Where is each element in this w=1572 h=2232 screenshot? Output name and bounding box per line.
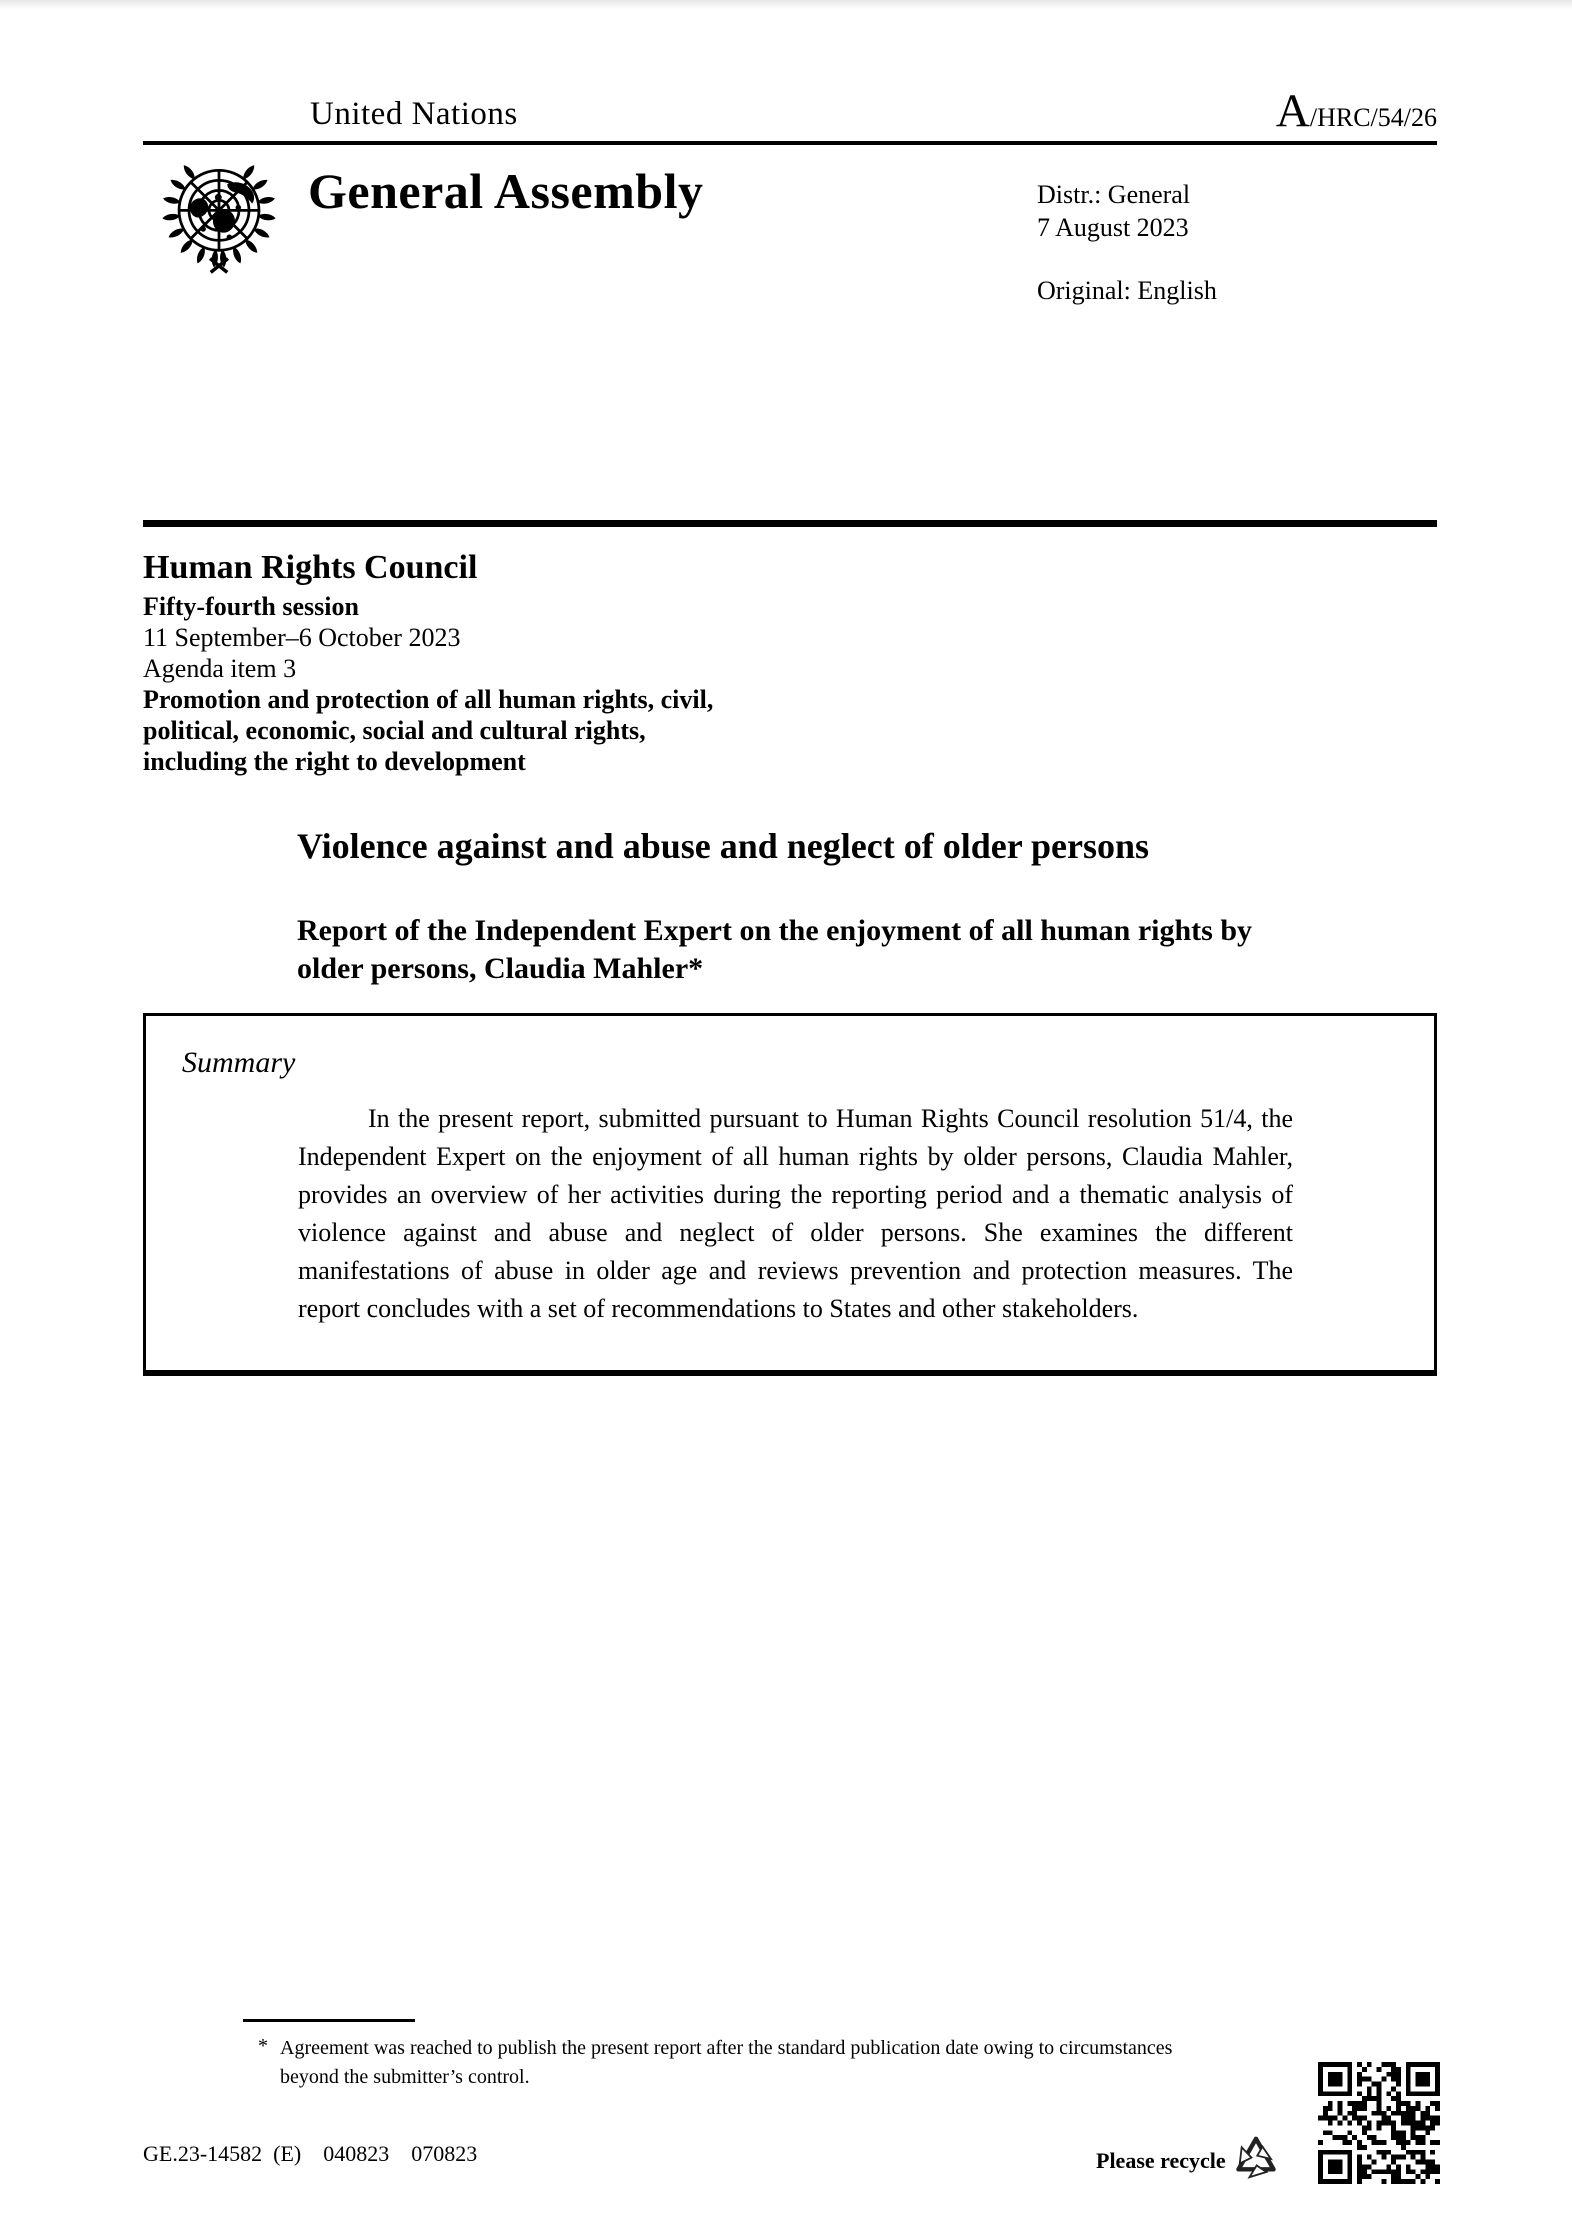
footnote-marker: * (258, 2035, 268, 2057)
summary-box (143, 1013, 1437, 1376)
report-subtitle: Report of the Independent Expert on the enjoyment of all human rights by older persons, Claudia Mahler* (297, 914, 1253, 985)
report-title: Violence against and abuse and neglect of older persons (297, 826, 1150, 866)
recycle-block (1096, 2118, 1282, 2176)
council-name: Human Rights Council (143, 549, 478, 586)
ge-number: GE.23-14582 (E) 040823 070823 (143, 2141, 478, 2166)
un-emblem-icon (150, 158, 288, 282)
footnote (258, 2034, 1248, 2092)
agenda-title-line: including the right to development (143, 747, 526, 776)
distr-line: Distr.: General (1037, 180, 1191, 209)
agenda-item: Agenda item 3 (143, 654, 297, 683)
footnote-rule (243, 2019, 415, 2022)
agenda-title-line: political, economic, social and cultural rights, (143, 716, 646, 745)
distribution-block (1037, 178, 1217, 307)
session-dates: 11 September–6 October 2023 (143, 623, 461, 652)
document-symbol (1275, 85, 1437, 137)
footnote-text: Agreement was reached to publish the present report after the standard publication date owing to circumstances beyond the submitter’s control. (280, 2037, 1173, 2088)
recycle-icon (1230, 2128, 1282, 2186)
qr-code (1318, 2062, 1440, 2184)
summary-text: In the present report, submitted pursuant to Human Rights Council resolution 51/4, the Independent Expert on the enjoyment of all human rights by older persons, Claudia Mahler, provides an overview of her activities during the reporting period and a thematic analysis of violence against and abuse and neglect of older persons. She examines the different manifestations of abuse in older age and reviews prevention and protection measures. The report concludes with a set of recommendations to States and other stakeholders. (298, 1104, 1293, 1323)
document-symbol-minor: /HRC/54/26 (1309, 103, 1437, 132)
summary-heading: Summary (182, 1046, 296, 1079)
organ-title: General Assembly (308, 163, 704, 219)
top-shadow (0, 0, 1572, 10)
session-block (143, 548, 713, 777)
session-number: Fifty-fourth session (143, 592, 359, 621)
document-symbol-major: A (1275, 85, 1310, 137)
section-rule (143, 520, 1437, 527)
agenda-title-line: Promotion and protection of all human rights, civil, (143, 685, 714, 714)
header-rule (143, 141, 1437, 145)
org-name: United Nations (310, 96, 518, 132)
date-line: 7 August 2023 (1037, 213, 1189, 242)
original-language-line: Original: English (1037, 276, 1217, 305)
recycle-label: Please recycle (1096, 2148, 1226, 2173)
